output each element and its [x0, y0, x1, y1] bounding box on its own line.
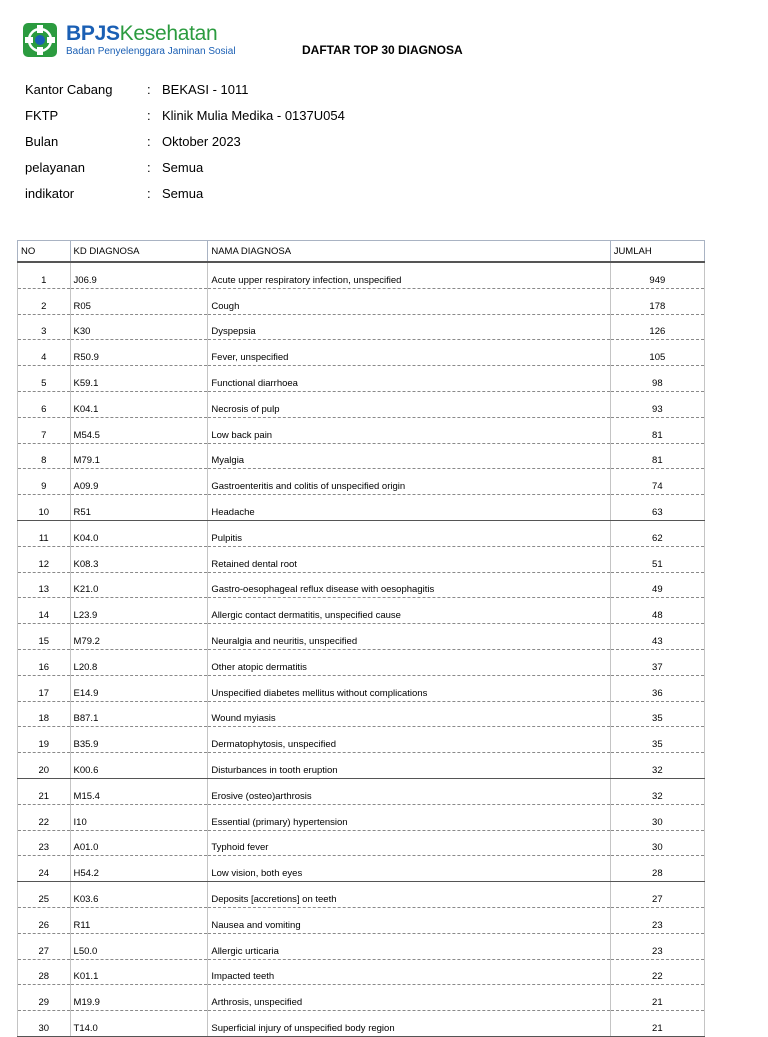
- cell-kd-diagnosa: M15.4: [70, 778, 208, 804]
- cell-jumlah: 23: [610, 933, 704, 959]
- cell-no: 28: [18, 959, 71, 985]
- cell-kd-diagnosa: J06.9: [70, 262, 208, 288]
- table-row: [18, 366, 705, 392]
- cell-no: 20: [18, 753, 71, 779]
- cell-no: 29: [18, 985, 71, 1011]
- table-row: [18, 649, 705, 675]
- cell-kd-diagnosa: R05: [70, 288, 208, 314]
- meta-value: Semua: [162, 160, 204, 175]
- cell-kd-diagnosa: K04.0: [70, 520, 208, 546]
- cell-no: 11: [18, 520, 71, 546]
- table-row: [18, 391, 705, 417]
- cell-nama-diagnosa: Typhoid fever: [208, 830, 610, 856]
- cell-nama-diagnosa: Dyspepsia: [208, 314, 610, 340]
- table-row: [18, 469, 705, 495]
- cell-jumlah: 105: [610, 340, 704, 366]
- cell-jumlah: 35: [610, 701, 704, 727]
- cell-kd-diagnosa: M79.1: [70, 443, 208, 469]
- cell-kd-diagnosa: L20.8: [70, 649, 208, 675]
- cell-no: 30: [18, 1011, 71, 1037]
- meta-colon: :: [147, 186, 151, 201]
- meta-colon: :: [147, 108, 151, 123]
- cell-nama-diagnosa: Nausea and vomiting: [208, 907, 610, 933]
- table-row: [18, 288, 705, 314]
- cell-no: 12: [18, 546, 71, 572]
- cell-no: 24: [18, 856, 71, 882]
- column-header-no: NO: [18, 241, 71, 263]
- cell-jumlah: 51: [610, 546, 704, 572]
- cell-nama-diagnosa: Wound myiasis: [208, 701, 610, 727]
- cell-kd-diagnosa: B35.9: [70, 727, 208, 753]
- cell-nama-diagnosa: Impacted teeth: [208, 959, 610, 985]
- cell-nama-diagnosa: Cough: [208, 288, 610, 314]
- cell-kd-diagnosa: E14.9: [70, 675, 208, 701]
- table-body: [18, 262, 705, 1036]
- cell-kd-diagnosa: L50.0: [70, 933, 208, 959]
- cell-jumlah: 126: [610, 314, 704, 340]
- table-row: [18, 598, 705, 624]
- table-row: [18, 417, 705, 443]
- logo-subtitle: Badan Penyelenggara Jaminan Sosial: [66, 46, 236, 57]
- cell-nama-diagnosa: Myalgia: [208, 443, 610, 469]
- table-row: [18, 701, 705, 727]
- cell-kd-diagnosa: K08.3: [70, 546, 208, 572]
- cell-kd-diagnosa: K59.1: [70, 366, 208, 392]
- cell-nama-diagnosa: Allergic contact dermatitis, unspecified cause: [208, 598, 610, 624]
- cell-jumlah: 32: [610, 778, 704, 804]
- cell-kd-diagnosa: K21.0: [70, 572, 208, 598]
- cell-kd-diagnosa: R11: [70, 907, 208, 933]
- meta-label: Kantor Cabang: [25, 82, 113, 97]
- table-row: [18, 985, 705, 1011]
- meta-label: Bulan: [25, 134, 59, 149]
- cell-jumlah: 48: [610, 598, 704, 624]
- cell-no: 5: [18, 366, 71, 392]
- cell-jumlah: 949: [610, 262, 704, 288]
- table-row: [18, 856, 705, 882]
- meta-value: Klinik Mulia Medika - 0137U054: [162, 108, 345, 123]
- table-row: [18, 495, 705, 521]
- cell-no: 16: [18, 649, 71, 675]
- table-row: [18, 753, 705, 779]
- logo-name-kesehatan: Kesehatan: [119, 22, 218, 45]
- cell-jumlah: 35: [610, 727, 704, 753]
- cell-jumlah: 21: [610, 985, 704, 1011]
- meta-row-pelayanan: [25, 160, 345, 186]
- meta-value: Semua: [162, 186, 204, 201]
- table-row: [18, 675, 705, 701]
- cell-kd-diagnosa: L23.9: [70, 598, 208, 624]
- cell-nama-diagnosa: Fever, unspecified: [208, 340, 610, 366]
- cell-nama-diagnosa: Allergic urticaria: [208, 933, 610, 959]
- cell-nama-diagnosa: Headache: [208, 495, 610, 521]
- cell-kd-diagnosa: A01.0: [70, 830, 208, 856]
- cell-kd-diagnosa: R51: [70, 495, 208, 521]
- meta-row-bulan: [25, 134, 345, 160]
- cell-no: 27: [18, 933, 71, 959]
- cell-no: 23: [18, 830, 71, 856]
- cell-kd-diagnosa: K00.6: [70, 753, 208, 779]
- cell-jumlah: 81: [610, 443, 704, 469]
- cell-jumlah: 37: [610, 649, 704, 675]
- cell-jumlah: 62: [610, 520, 704, 546]
- cell-no: 26: [18, 907, 71, 933]
- cell-kd-diagnosa: H54.2: [70, 856, 208, 882]
- table-row: [18, 882, 705, 908]
- cell-kd-diagnosa: M54.5: [70, 417, 208, 443]
- table-row: [18, 959, 705, 985]
- cell-jumlah: 32: [610, 753, 704, 779]
- cell-nama-diagnosa: Acute upper respiratory infection, unspecified: [208, 262, 610, 288]
- cell-kd-diagnosa: M19.9: [70, 985, 208, 1011]
- cell-jumlah: 98: [610, 366, 704, 392]
- cell-jumlah: 28: [610, 856, 704, 882]
- cell-no: 15: [18, 624, 71, 650]
- cell-nama-diagnosa: Low back pain: [208, 417, 610, 443]
- cell-jumlah: 43: [610, 624, 704, 650]
- cell-kd-diagnosa: R50.9: [70, 340, 208, 366]
- cell-jumlah: 21: [610, 1011, 704, 1037]
- cell-no: 10: [18, 495, 71, 521]
- table-row: [18, 443, 705, 469]
- cell-nama-diagnosa: Gastroenteritis and colitis of unspecified origin: [208, 469, 610, 495]
- cell-jumlah: 178: [610, 288, 704, 314]
- cell-no: 14: [18, 598, 71, 624]
- table-row: [18, 624, 705, 650]
- cell-jumlah: 30: [610, 804, 704, 830]
- cell-no: 9: [18, 469, 71, 495]
- cell-no: 19: [18, 727, 71, 753]
- cell-jumlah: 74: [610, 469, 704, 495]
- cell-kd-diagnosa: K04.1: [70, 391, 208, 417]
- column-header-jumlah: JUMLAH: [610, 241, 704, 263]
- meta-row-kantor-cabang: [25, 82, 345, 108]
- meta-row-fktp: [25, 108, 345, 134]
- meta-colon: :: [147, 82, 151, 97]
- cell-nama-diagnosa: Low vision, both eyes: [208, 856, 610, 882]
- meta-value: BEKASI - 1011: [162, 82, 249, 97]
- table-row: [18, 262, 705, 288]
- meta-colon: :: [147, 160, 151, 175]
- cell-nama-diagnosa: Neuralgia and neuritis, unspecified: [208, 624, 610, 650]
- table-row: [18, 933, 705, 959]
- cell-kd-diagnosa: I10: [70, 804, 208, 830]
- bpjs-logo: [22, 20, 236, 60]
- cell-kd-diagnosa: T14.0: [70, 1011, 208, 1037]
- cell-nama-diagnosa: Deposits [accretions] on teeth: [208, 882, 610, 908]
- cell-nama-diagnosa: Arthrosis, unspecified: [208, 985, 610, 1011]
- table-row: [18, 572, 705, 598]
- cell-nama-diagnosa: Gastro-oesophageal reflux disease with oesophagitis: [208, 572, 610, 598]
- cell-nama-diagnosa: Functional diarrhoea: [208, 366, 610, 392]
- table-row: [18, 314, 705, 340]
- cell-jumlah: 30: [610, 830, 704, 856]
- meta-label: FKTP: [25, 108, 59, 123]
- cell-kd-diagnosa: K30: [70, 314, 208, 340]
- meta-value: Oktober 2023: [162, 134, 241, 149]
- cell-nama-diagnosa: Essential (primary) hypertension: [208, 804, 610, 830]
- table-header-row: [18, 241, 705, 263]
- meta-label: indikator: [25, 186, 75, 201]
- table-row: [18, 907, 705, 933]
- cell-jumlah: 22: [610, 959, 704, 985]
- cell-no: 22: [18, 804, 71, 830]
- table-row: [18, 804, 705, 830]
- cell-jumlah: 63: [610, 495, 704, 521]
- bpjs-emblem-icon: [22, 22, 58, 58]
- cell-no: 21: [18, 778, 71, 804]
- cell-kd-diagnosa: A09.9: [70, 469, 208, 495]
- cell-nama-diagnosa: Retained dental root: [208, 546, 610, 572]
- cell-jumlah: 36: [610, 675, 704, 701]
- cell-no: 13: [18, 572, 71, 598]
- cell-no: 2: [18, 288, 71, 314]
- table-row: [18, 727, 705, 753]
- cell-jumlah: 23: [610, 907, 704, 933]
- cell-no: 1: [18, 262, 71, 288]
- report-meta: [25, 82, 345, 212]
- column-header-kd-diagnosa: KD DIAGNOSA: [70, 241, 208, 263]
- cell-nama-diagnosa: Pulpitis: [208, 520, 610, 546]
- table-row: [18, 546, 705, 572]
- cell-no: 17: [18, 675, 71, 701]
- cell-nama-diagnosa: Disturbances in tooth eruption: [208, 753, 610, 779]
- cell-kd-diagnosa: M79.2: [70, 624, 208, 650]
- cell-kd-diagnosa: K01.1: [70, 959, 208, 985]
- logo-name-bpjs: BPJS: [66, 22, 120, 45]
- cell-jumlah: 81: [610, 417, 704, 443]
- cell-no: 3: [18, 314, 71, 340]
- table-row: [18, 340, 705, 366]
- cell-nama-diagnosa: Necrosis of pulp: [208, 391, 610, 417]
- cell-no: 4: [18, 340, 71, 366]
- cell-kd-diagnosa: B87.1: [70, 701, 208, 727]
- document-title: DAFTAR TOP 30 DIAGNOSA: [302, 43, 463, 57]
- cell-no: 18: [18, 701, 71, 727]
- table-row: [18, 778, 705, 804]
- diagnosis-table: [17, 240, 705, 1037]
- table-row: [18, 520, 705, 546]
- cell-nama-diagnosa: Erosive (osteo)arthrosis: [208, 778, 610, 804]
- cell-nama-diagnosa: Superficial injury of unspecified body region: [208, 1011, 610, 1037]
- cell-nama-diagnosa: Unspecified diabetes mellitus without complications: [208, 675, 610, 701]
- cell-jumlah: 93: [610, 391, 704, 417]
- cell-no: 25: [18, 882, 71, 908]
- meta-colon: :: [147, 134, 151, 149]
- meta-row-indikator: [25, 186, 345, 212]
- cell-jumlah: 49: [610, 572, 704, 598]
- cell-kd-diagnosa: K03.6: [70, 882, 208, 908]
- meta-label: pelayanan: [25, 160, 85, 175]
- table-row: [18, 830, 705, 856]
- cell-no: 8: [18, 443, 71, 469]
- cell-no: 7: [18, 417, 71, 443]
- cell-nama-diagnosa: Other atopic dermatitis: [208, 649, 610, 675]
- column-header-nama-diagnosa: NAMA DIAGNOSA: [208, 241, 610, 263]
- cell-jumlah: 27: [610, 882, 704, 908]
- cell-nama-diagnosa: Dermatophytosis, unspecified: [208, 727, 610, 753]
- cell-no: 6: [18, 391, 71, 417]
